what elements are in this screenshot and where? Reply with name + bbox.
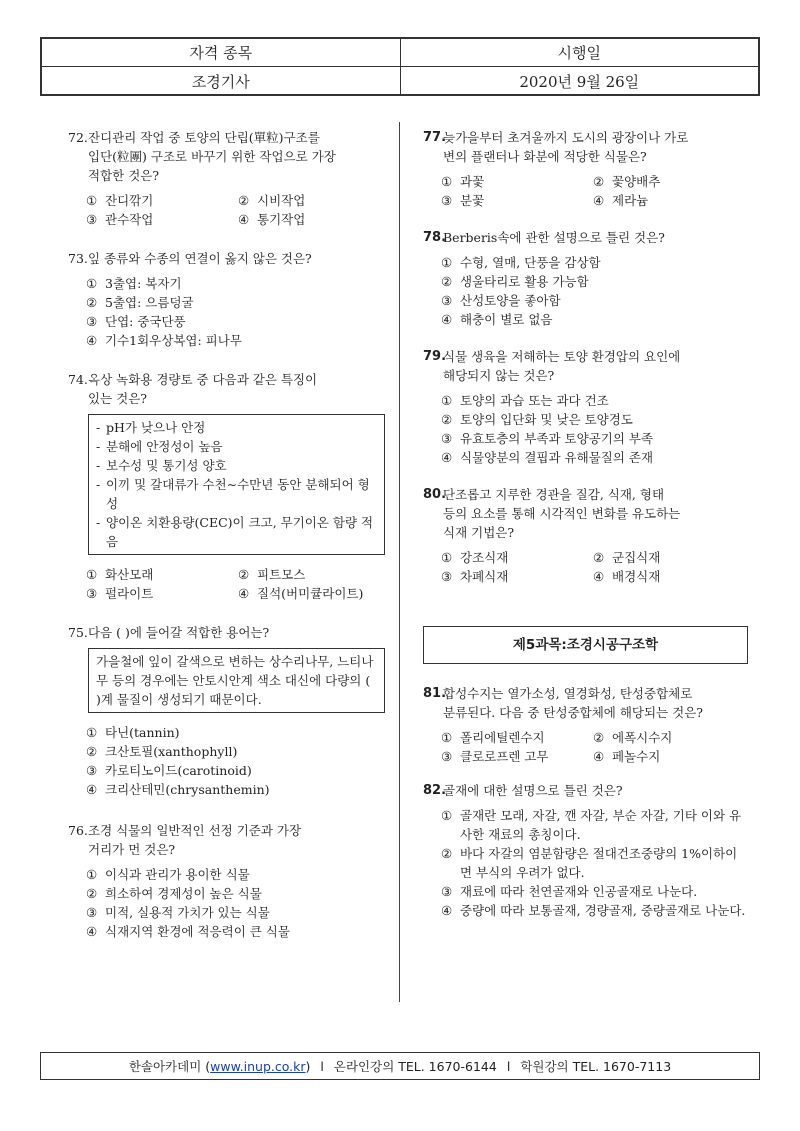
header-date-label: 시행일 bbox=[400, 39, 759, 66]
question-text bbox=[443, 781, 748, 800]
question-78 bbox=[423, 228, 748, 329]
answer-option[interactable] bbox=[593, 172, 748, 191]
option-number: ② bbox=[593, 730, 605, 745]
question-number: 80. bbox=[423, 487, 447, 502]
question-number: 73. bbox=[68, 251, 88, 266]
option-text: 차폐식재 bbox=[460, 569, 509, 584]
question-72 bbox=[68, 128, 393, 229]
option-text: 수형, 열매, 단풍을 감상함 bbox=[460, 255, 601, 270]
question-stem bbox=[68, 821, 393, 859]
question-number: 79. bbox=[423, 349, 447, 364]
answer-option[interactable] bbox=[86, 922, 393, 941]
question-text-line: 등의 요소를 통해 시각적인 변화를 유도하는 bbox=[443, 506, 681, 521]
option-number: ④ bbox=[86, 333, 98, 348]
condition-item bbox=[96, 456, 377, 475]
answer-options bbox=[423, 728, 748, 766]
option-text: 페놀수지 bbox=[612, 749, 661, 764]
answer-option[interactable] bbox=[86, 865, 393, 884]
option-number: ② bbox=[593, 174, 605, 189]
option-text: 폴리에틸렌수지 bbox=[460, 730, 545, 745]
answer-option[interactable] bbox=[593, 567, 748, 586]
question-number: 75. bbox=[68, 625, 88, 640]
answer-option[interactable] bbox=[441, 429, 748, 448]
question-text-line: 다음 ( )에 들어갈 적합한 용어는? bbox=[88, 625, 270, 640]
option-text: 군집식재 bbox=[612, 550, 661, 565]
header-subject-value: 조경기사 bbox=[191, 72, 250, 91]
question-stem bbox=[423, 485, 748, 542]
option-number: ④ bbox=[86, 924, 98, 939]
answer-option[interactable] bbox=[86, 723, 393, 742]
footer-separator: l bbox=[506, 1058, 511, 1074]
option-number: ② bbox=[441, 846, 453, 861]
subject-title: 제5과목:조경시공구조학 bbox=[512, 636, 659, 653]
answer-option[interactable] bbox=[441, 728, 593, 747]
option-number: ② bbox=[593, 550, 605, 565]
question-text-line: 합성수지는 열가소성, 열경화성, 탄성중합체로 bbox=[443, 686, 693, 701]
left-column bbox=[68, 128, 393, 941]
answer-options bbox=[423, 548, 748, 586]
option-text: 펄라이트 bbox=[105, 586, 154, 601]
option-text: 배경식재 bbox=[612, 569, 661, 584]
option-number: ① bbox=[441, 255, 453, 270]
dash-bullet: - bbox=[96, 439, 101, 454]
condition-text: pH가 낮으나 안정 bbox=[106, 420, 206, 435]
answer-option[interactable] bbox=[441, 291, 748, 310]
dash-bullet: - bbox=[96, 458, 101, 473]
question-74 bbox=[68, 370, 393, 603]
option-number: ③ bbox=[441, 293, 453, 308]
answer-options bbox=[68, 274, 393, 350]
answer-option[interactable] bbox=[593, 747, 748, 766]
option-text: 식물양분의 결핍과 유해물질의 존재 bbox=[460, 450, 654, 465]
condition-item bbox=[96, 513, 377, 551]
answer-option[interactable] bbox=[441, 272, 748, 291]
option-number: ③ bbox=[86, 314, 98, 329]
question-text-line: 분류된다. 다음 중 탄성중합체에 해당되는 것은? bbox=[443, 705, 703, 720]
question-number: 82. bbox=[423, 783, 447, 798]
question-text-line: 잎 종류와 수종의 연결이 옳지 않은 것은? bbox=[88, 251, 312, 266]
option-text: 토양의 입단화 및 낮은 토양경도 bbox=[460, 412, 633, 427]
option-number: ② bbox=[441, 274, 453, 289]
option-text: 크리산테민(chrysanthemin) bbox=[105, 782, 270, 797]
answer-options bbox=[423, 253, 748, 329]
option-number: ③ bbox=[86, 212, 98, 227]
answer-option[interactable] bbox=[441, 410, 748, 429]
option-number: ④ bbox=[593, 749, 605, 764]
question-stem bbox=[423, 347, 748, 385]
question-stem bbox=[68, 128, 393, 185]
dash-bullet: - bbox=[96, 477, 101, 492]
option-text: 화산모래 bbox=[105, 567, 154, 582]
question-text bbox=[88, 249, 393, 268]
option-number: ① bbox=[441, 550, 453, 565]
option-text: 유효토층의 부족과 토양공기의 부족 bbox=[460, 431, 654, 446]
option-number: ① bbox=[86, 867, 98, 882]
question-80 bbox=[423, 485, 748, 586]
option-number: ① bbox=[86, 276, 98, 291]
question-stem bbox=[68, 249, 393, 268]
option-text: 시비작업 bbox=[257, 193, 306, 208]
header-subject-label: 자격 종목 bbox=[189, 44, 253, 62]
answer-option[interactable] bbox=[86, 331, 393, 350]
question-76 bbox=[68, 821, 393, 941]
answer-option[interactable] bbox=[441, 806, 748, 844]
question-text bbox=[88, 623, 393, 642]
option-number: ③ bbox=[86, 763, 98, 778]
question-text-line: 있는 것은? bbox=[88, 391, 147, 406]
answer-options bbox=[68, 723, 393, 799]
answer-option[interactable] bbox=[441, 191, 593, 210]
answer-option[interactable] bbox=[238, 584, 393, 603]
option-text: 바다 자갈의 염분함량은 절대건조중량의 1%이하이면 부식의 우려가 없다. bbox=[460, 846, 738, 880]
answer-option[interactable] bbox=[86, 312, 393, 331]
option-text: 과꽃 bbox=[460, 174, 485, 189]
footer-online-tel: 온라인강의 TEL. 1670-6144 bbox=[333, 1059, 497, 1074]
answer-option[interactable] bbox=[86, 565, 238, 584]
answer-option[interactable] bbox=[238, 191, 393, 210]
answer-option[interactable] bbox=[441, 747, 593, 766]
answer-options bbox=[68, 865, 393, 941]
option-number: ④ bbox=[441, 450, 453, 465]
option-text: 에폭시수지 bbox=[612, 730, 673, 745]
option-number: ① bbox=[441, 730, 453, 745]
option-text: 이식과 관리가 용이한 식물 bbox=[105, 867, 250, 882]
option-number: ④ bbox=[86, 782, 98, 797]
option-number: ④ bbox=[593, 193, 605, 208]
footer-offline-tel: 학원강의 TEL. 1670-7113 bbox=[520, 1059, 672, 1074]
column-divider bbox=[399, 122, 400, 1002]
option-number: ③ bbox=[441, 749, 453, 764]
question-text-line: 입단(粒團) 구조로 바꾸기 위한 작업으로 가장 bbox=[88, 149, 336, 164]
passage-box: 가을철에 잎이 갈색으로 변하는 상수리나무, 느티나무 등의 경우에는 안토시안계 색소 대신에 다량의 ( )계 물질이 생성되기 때문이다. bbox=[88, 648, 385, 713]
option-text: 카로티노이드(carotinoid) bbox=[105, 763, 252, 778]
footer-url-link[interactable]: www.inup.co.kr bbox=[210, 1058, 306, 1074]
question-82 bbox=[423, 781, 748, 920]
answer-option[interactable] bbox=[441, 253, 748, 272]
option-text: 3출엽: 복자기 bbox=[105, 276, 182, 291]
option-number: ② bbox=[441, 412, 453, 427]
option-number: ④ bbox=[238, 212, 250, 227]
option-number: ② bbox=[86, 886, 98, 901]
answer-option[interactable] bbox=[86, 903, 393, 922]
question-text-line: 거리가 먼 것은? bbox=[88, 842, 176, 857]
right-questions-group-2 bbox=[423, 684, 748, 920]
condition-text: 이끼 및 갈대류가 수천∼수만년 동안 분해되어 형성 bbox=[106, 477, 370, 511]
question-73 bbox=[68, 249, 393, 350]
question-stem bbox=[68, 370, 393, 408]
option-text: 클로로프렌 고무 bbox=[460, 749, 549, 764]
question-77 bbox=[423, 128, 748, 210]
question-text-line: 옥상 녹화용 경량토 중 다음과 같은 특징이 bbox=[88, 372, 318, 387]
option-number: ④ bbox=[238, 586, 250, 601]
answer-option[interactable] bbox=[441, 448, 748, 467]
option-number: ③ bbox=[86, 905, 98, 920]
option-text: 크산토필(xanthophyll) bbox=[105, 744, 238, 759]
question-text bbox=[443, 485, 748, 542]
question-text-line: 해당되지 않는 것은? bbox=[443, 368, 555, 383]
dash-bullet: - bbox=[96, 515, 101, 530]
option-text: 희소하여 경제성이 높은 식물 bbox=[105, 886, 262, 901]
question-text-line: 식물 생육을 저해하는 토양 환경압의 요인에 bbox=[443, 349, 681, 364]
question-text bbox=[443, 347, 748, 385]
answer-options bbox=[68, 565, 393, 603]
answer-option[interactable] bbox=[86, 884, 393, 903]
option-text: 타닌(tannin) bbox=[105, 725, 180, 740]
option-text: 재료에 따라 천연골재와 인공골재로 나눈다. bbox=[460, 884, 698, 899]
answer-option[interactable] bbox=[238, 210, 393, 229]
answer-option[interactable] bbox=[593, 548, 748, 567]
answer-option[interactable] bbox=[593, 728, 748, 747]
option-text: 골재란 모래, 자갈, 깬 자갈, 부순 자갈, 기타 이와 유사한 재료의 총칭이다. bbox=[460, 808, 742, 842]
option-number: ② bbox=[86, 295, 98, 310]
question-text-line: 변의 플랜터나 화분에 적당한 식물은? bbox=[443, 149, 647, 164]
option-text: 식재지역 환경에 적응력이 큰 식물 bbox=[105, 924, 290, 939]
question-number: 76. bbox=[68, 823, 88, 838]
option-number: ③ bbox=[441, 193, 453, 208]
right-column bbox=[423, 128, 748, 935]
header-date-value: 2020년 9월 26일 bbox=[400, 67, 759, 95]
condition-box bbox=[88, 414, 385, 555]
question-text-line: 늦가을부터 초겨울까지 도시의 광장이나 가로 bbox=[443, 130, 689, 145]
answer-option[interactable] bbox=[86, 191, 238, 210]
option-text: 해충이 별로 없음 bbox=[460, 312, 553, 327]
option-text: 제라늄 bbox=[612, 193, 649, 208]
question-text-line: 골재에 대한 설명으로 틀린 것은? bbox=[443, 783, 623, 798]
question-text bbox=[88, 128, 393, 185]
answer-option[interactable] bbox=[86, 761, 393, 780]
question-text bbox=[443, 228, 748, 247]
question-text bbox=[88, 370, 393, 408]
option-text: 생울타리로 활용 가능함 bbox=[460, 274, 589, 289]
condition-text: 분해에 안정성이 높음 bbox=[106, 439, 223, 454]
answer-option[interactable] bbox=[441, 901, 748, 920]
option-number: ④ bbox=[593, 569, 605, 584]
answer-options bbox=[423, 172, 748, 210]
option-number: ① bbox=[86, 567, 98, 582]
option-number: ② bbox=[238, 567, 250, 582]
option-number: ③ bbox=[441, 569, 453, 584]
option-text: 관수작업 bbox=[105, 212, 154, 227]
answer-option[interactable] bbox=[86, 274, 393, 293]
answer-option[interactable] bbox=[86, 293, 393, 312]
option-text: 통기작업 bbox=[257, 212, 306, 227]
question-number: 78. bbox=[423, 230, 447, 245]
answer-option[interactable] bbox=[593, 191, 748, 210]
option-text: 잔디깎기 bbox=[105, 193, 154, 208]
question-stem bbox=[423, 128, 748, 166]
option-text: 미적, 실용적 가치가 있는 식물 bbox=[105, 905, 270, 920]
option-text: 분꽃 bbox=[460, 193, 485, 208]
question-stem bbox=[423, 228, 748, 247]
answer-option[interactable] bbox=[441, 844, 748, 882]
option-number: ④ bbox=[441, 903, 453, 918]
option-text: 질석(버미큘라이트) bbox=[257, 586, 364, 601]
condition-text: 양이온 치환용량(CEC)이 크고, 무기이온 함량 적음 bbox=[106, 515, 374, 549]
page-footer: 한솔아카데미 ( www.inup.co.kr ) l 온라인강의 TEL. 1670-6144 l 학원강의 TEL. 1670-7113 bbox=[40, 1052, 760, 1080]
answer-option[interactable] bbox=[441, 310, 748, 329]
option-number: ② bbox=[86, 744, 98, 759]
option-number: ③ bbox=[441, 431, 453, 446]
question-number: 74. bbox=[68, 372, 88, 387]
option-text: 단엽: 중국단풍 bbox=[105, 314, 186, 329]
question-text-line: 단조롭고 지루한 경관을 질감, 식재, 형태 bbox=[443, 487, 665, 502]
footer-separator: l bbox=[320, 1058, 324, 1074]
option-text: 꽃양배추 bbox=[612, 174, 661, 189]
subject-heading bbox=[423, 626, 748, 664]
option-text: 산성토양을 좋아함 bbox=[460, 293, 561, 308]
option-number: ① bbox=[441, 174, 453, 189]
answer-option[interactable] bbox=[86, 742, 393, 761]
option-text: 5출엽: 으름덩굴 bbox=[105, 295, 194, 310]
answer-option[interactable] bbox=[86, 210, 238, 229]
question-text bbox=[443, 684, 748, 722]
option-number: ① bbox=[441, 393, 453, 408]
question-text-line: 적합한 것은? bbox=[88, 168, 160, 183]
question-number: 72. bbox=[68, 130, 88, 145]
answer-option[interactable] bbox=[86, 780, 393, 799]
question-stem bbox=[68, 623, 393, 642]
answer-option[interactable] bbox=[238, 565, 393, 584]
option-number: ② bbox=[238, 193, 250, 208]
option-text: 중량에 따라 보통골재, 경량골재, 중량골재로 나눈다. bbox=[460, 903, 746, 918]
question-text-line: 조경 식물의 일반적인 선정 기준과 가장 bbox=[88, 823, 302, 838]
question-text-line: Berberis속에 관한 설명으로 틀린 것은? bbox=[443, 230, 665, 245]
option-text: 기수1회우상복엽: 피나무 bbox=[105, 333, 242, 348]
option-number: ① bbox=[86, 193, 98, 208]
option-text: 토양의 과습 또는 과다 건조 bbox=[460, 393, 609, 408]
option-number: ③ bbox=[86, 586, 98, 601]
question-number: 81. bbox=[423, 686, 447, 701]
question-text-line: 식재 기법은? bbox=[443, 525, 515, 540]
answer-option[interactable] bbox=[441, 567, 593, 586]
question-number: 77. bbox=[423, 130, 447, 145]
option-number: ③ bbox=[441, 884, 453, 899]
answer-options bbox=[423, 806, 748, 920]
answer-option[interactable] bbox=[86, 584, 238, 603]
condition-item bbox=[96, 437, 377, 456]
question-79 bbox=[423, 347, 748, 467]
condition-item bbox=[96, 475, 377, 513]
answer-option[interactable] bbox=[441, 882, 748, 901]
condition-item bbox=[96, 418, 377, 437]
exam-header-table bbox=[40, 37, 760, 96]
answer-options bbox=[68, 191, 393, 229]
question-text bbox=[88, 821, 393, 859]
question-stem bbox=[423, 781, 748, 800]
question-text-line: 잔디관리 작업 중 토양의 단립(單粒)구조를 bbox=[88, 130, 320, 145]
option-text: 피트모스 bbox=[257, 567, 306, 582]
option-number: ① bbox=[441, 808, 453, 823]
answer-option[interactable] bbox=[441, 548, 593, 567]
question-75 bbox=[68, 623, 393, 799]
condition-text: 보수성 및 통기성 양호 bbox=[106, 458, 227, 473]
option-number: ① bbox=[86, 725, 98, 740]
answer-option[interactable] bbox=[441, 172, 593, 191]
question-stem bbox=[423, 684, 748, 722]
option-text: 강조식재 bbox=[460, 550, 509, 565]
option-number: ④ bbox=[441, 312, 453, 327]
footer-academy: 한솔아카데미 bbox=[128, 1059, 202, 1074]
dash-bullet: - bbox=[96, 420, 101, 435]
answer-option[interactable] bbox=[441, 391, 748, 410]
right-questions-group-1 bbox=[423, 128, 748, 586]
question-text bbox=[443, 128, 748, 166]
answer-options bbox=[423, 391, 748, 467]
question-81 bbox=[423, 684, 748, 766]
